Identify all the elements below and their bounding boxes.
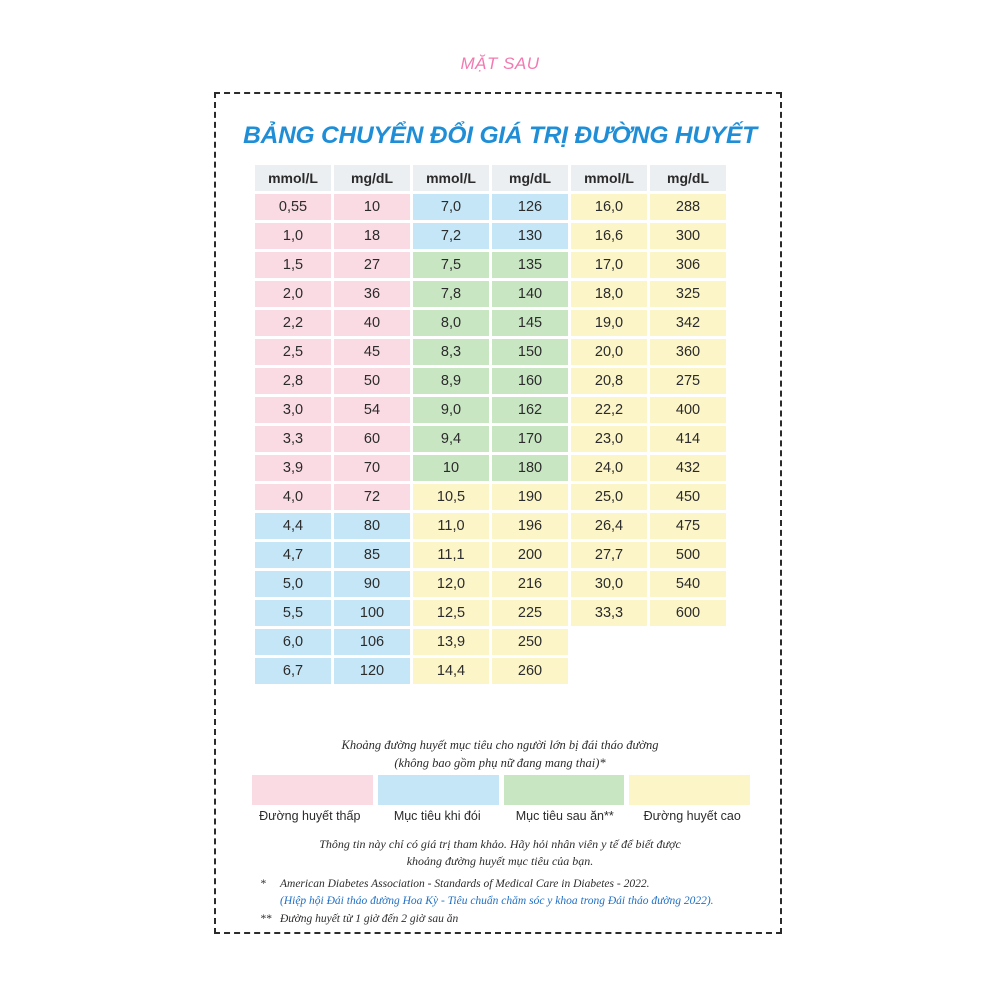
table-cell: 540 — [650, 571, 726, 597]
table-cell: 260 — [492, 658, 568, 684]
target-range-note — [216, 736, 784, 772]
table-row — [255, 223, 726, 249]
table-row — [255, 281, 726, 307]
target-range-note-line1: Khoảng đường huyết mục tiêu cho người lớn bị đái tháo đường — [341, 738, 659, 752]
table-row — [255, 542, 726, 568]
table-cell: 126 — [492, 194, 568, 220]
footnote-2 — [260, 911, 760, 928]
table-row — [255, 368, 726, 394]
table-cell: 7,2 — [413, 223, 489, 249]
legend-label-fasting-target: Mục tiêu khi đói — [393, 809, 481, 823]
table-cell: 6,7 — [255, 658, 331, 684]
table-cell: 11,0 — [413, 513, 489, 539]
table-cell: 275 — [650, 368, 726, 394]
table-body — [255, 194, 726, 684]
table-cell: 500 — [650, 542, 726, 568]
table-cell: 6,0 — [255, 629, 331, 655]
disclaimer-line2: khoảng đường huyết mục tiêu của bạn. — [406, 854, 594, 869]
table-cell: 200 — [492, 542, 568, 568]
footnote-1-text: American Diabetes Association - Standards of Medical Care in Diabetes - 2022. — [280, 878, 650, 890]
footnote-2-mark: ** — [260, 912, 272, 925]
table-cell: 2,5 — [255, 339, 331, 365]
table-cell: 1,0 — [255, 223, 331, 249]
legend-label-low: Đường huyết thấp — [259, 809, 361, 823]
table-cell: 13,9 — [413, 629, 489, 655]
table-cell: 4,0 — [255, 484, 331, 510]
legend-swatch-high — [629, 775, 750, 805]
table-cell: 3,3 — [255, 426, 331, 452]
table-cell: 160 — [492, 368, 568, 394]
table-cell: 190 — [492, 484, 568, 510]
table-cell: 162 — [492, 397, 568, 423]
footnote-1-mark: * — [260, 878, 266, 890]
footnote-1-subtext: (Hiệp hội Đái tháo đường Hoa Kỳ - Tiêu chuẩn chăm sóc y khoa trong Đái tháo đường 2022). — [280, 895, 714, 908]
table-cell: 8,0 — [413, 310, 489, 336]
table-row — [255, 455, 726, 481]
table-cell: 72 — [334, 484, 410, 510]
table-cell: 170 — [492, 426, 568, 452]
table-row — [255, 571, 726, 597]
table-cell: 12,5 — [413, 600, 489, 626]
table-cell: 18 — [334, 223, 410, 249]
table-cell: 250 — [492, 629, 568, 655]
table-cell: 8,9 — [413, 368, 489, 394]
table-cell-empty — [571, 629, 647, 655]
table-cell: 600 — [650, 600, 726, 626]
table-cell: 33,3 — [571, 600, 647, 626]
table-cell: 150 — [492, 339, 568, 365]
target-range-note-line2: (không bao gồm phụ nữ đang mang thai)* — [394, 756, 606, 771]
table-cell: 30,0 — [571, 571, 647, 597]
table-cell: 17,0 — [571, 252, 647, 278]
footnotes — [260, 876, 760, 928]
legend-swatches — [252, 775, 750, 805]
table-cell: 145 — [492, 310, 568, 336]
table-cell: 90 — [334, 571, 410, 597]
table-cell: 20,8 — [571, 368, 647, 394]
table-cell: 432 — [650, 455, 726, 481]
table-cell: 306 — [650, 252, 726, 278]
table-cell: 20,0 — [571, 339, 647, 365]
table-row — [255, 252, 726, 278]
legend-swatch-postmeal-target — [504, 775, 625, 805]
conversion-table — [252, 162, 729, 687]
table-cell: 7,0 — [413, 194, 489, 220]
table-cell: 100 — [334, 600, 410, 626]
column-header: mg/dL — [492, 165, 568, 191]
disclaimer-line1: Thông tin này chỉ có giá trị tham khảo. Hãy hỏi nhân viên y tế để biết được — [319, 837, 681, 851]
table-cell: 18,0 — [571, 281, 647, 307]
table-cell: 60 — [334, 426, 410, 452]
table-row — [255, 194, 726, 220]
legend-swatch-low — [252, 775, 373, 805]
table-cell: 9,0 — [413, 397, 489, 423]
column-header: mg/dL — [334, 165, 410, 191]
table-cell: 1,5 — [255, 252, 331, 278]
table-cell: 216 — [492, 571, 568, 597]
table-cell: 130 — [492, 223, 568, 249]
table-cell: 360 — [650, 339, 726, 365]
table-cell: 5,0 — [255, 571, 331, 597]
footnote-1 — [260, 876, 760, 911]
table-cell: 10 — [334, 194, 410, 220]
page-title: BẢNG CHUYỂN ĐỔI GIÁ TRỊ ĐƯỜNG HUYẾT — [243, 122, 757, 149]
table-row — [255, 484, 726, 510]
table-cell: 19,0 — [571, 310, 647, 336]
page-side-label: MẶT SAU — [460, 54, 540, 73]
table-cell: 24,0 — [571, 455, 647, 481]
table-cell: 196 — [492, 513, 568, 539]
footnote-1-body — [280, 876, 714, 911]
table-cell: 4,7 — [255, 542, 331, 568]
table-header-row — [255, 165, 726, 191]
table-cell: 70 — [334, 455, 410, 481]
table-cell: 36 — [334, 281, 410, 307]
table-cell: 106 — [334, 629, 410, 655]
table-row — [255, 600, 726, 626]
table-cell: 2,2 — [255, 310, 331, 336]
table-cell: 475 — [650, 513, 726, 539]
footnote-2-text: Đường huyết từ 1 giờ đến 2 giờ sau ăn — [280, 912, 459, 925]
table-row — [255, 426, 726, 452]
column-header: mmol/L — [571, 165, 647, 191]
table-cell: 342 — [650, 310, 726, 336]
conversion-card — [214, 92, 782, 934]
table-cell: 135 — [492, 252, 568, 278]
table-cell: 50 — [334, 368, 410, 394]
table-cell: 0,55 — [255, 194, 331, 220]
table-cell: 300 — [650, 223, 726, 249]
table-cell: 225 — [492, 600, 568, 626]
table-cell: 325 — [650, 281, 726, 307]
legend-label-high: Đường huyết cao — [643, 809, 741, 823]
table-cell: 10,5 — [413, 484, 489, 510]
disclaimer — [216, 836, 784, 871]
table-cell: 45 — [334, 339, 410, 365]
table-cell: 26,4 — [571, 513, 647, 539]
table-row — [255, 310, 726, 336]
table-cell: 120 — [334, 658, 410, 684]
column-header: mmol/L — [255, 165, 331, 191]
table-cell: 7,8 — [413, 281, 489, 307]
table-cell: 27,7 — [571, 542, 647, 568]
table-cell: 288 — [650, 194, 726, 220]
table-row — [255, 629, 726, 655]
table-cell: 2,8 — [255, 368, 331, 394]
table-cell-empty — [650, 629, 726, 655]
table-cell: 3,9 — [255, 455, 331, 481]
table-cell: 400 — [650, 397, 726, 423]
table-cell: 14,4 — [413, 658, 489, 684]
table-cell: 10 — [413, 455, 489, 481]
table-cell: 27 — [334, 252, 410, 278]
legend-labels — [246, 809, 756, 823]
table-cell: 16,6 — [571, 223, 647, 249]
table-cell: 8,3 — [413, 339, 489, 365]
table-cell: 450 — [650, 484, 726, 510]
table-cell: 414 — [650, 426, 726, 452]
table-cell: 180 — [492, 455, 568, 481]
table-cell: 12,0 — [413, 571, 489, 597]
table-cell: 9,4 — [413, 426, 489, 452]
legend-label-postmeal-target: Mục tiêu sau ăn** — [515, 809, 614, 823]
table-cell: 22,2 — [571, 397, 647, 423]
table-cell-empty — [650, 658, 726, 684]
table-cell-empty — [571, 658, 647, 684]
table-cell: 40 — [334, 310, 410, 336]
table-cell: 3,0 — [255, 397, 331, 423]
table-cell: 5,5 — [255, 600, 331, 626]
table-cell: 7,5 — [413, 252, 489, 278]
table-row — [255, 658, 726, 684]
table-cell: 4,4 — [255, 513, 331, 539]
column-header: mg/dL — [650, 165, 726, 191]
table-cell: 54 — [334, 397, 410, 423]
table-cell: 23,0 — [571, 426, 647, 452]
table-cell: 80 — [334, 513, 410, 539]
table-cell: 11,1 — [413, 542, 489, 568]
table-cell: 85 — [334, 542, 410, 568]
legend-swatch-fasting-target — [378, 775, 499, 805]
table-cell: 2,0 — [255, 281, 331, 307]
column-header: mmol/L — [413, 165, 489, 191]
table-row — [255, 339, 726, 365]
table-row — [255, 513, 726, 539]
table-row — [255, 397, 726, 423]
table-cell: 16,0 — [571, 194, 647, 220]
table-cell: 25,0 — [571, 484, 647, 510]
table-cell: 140 — [492, 281, 568, 307]
